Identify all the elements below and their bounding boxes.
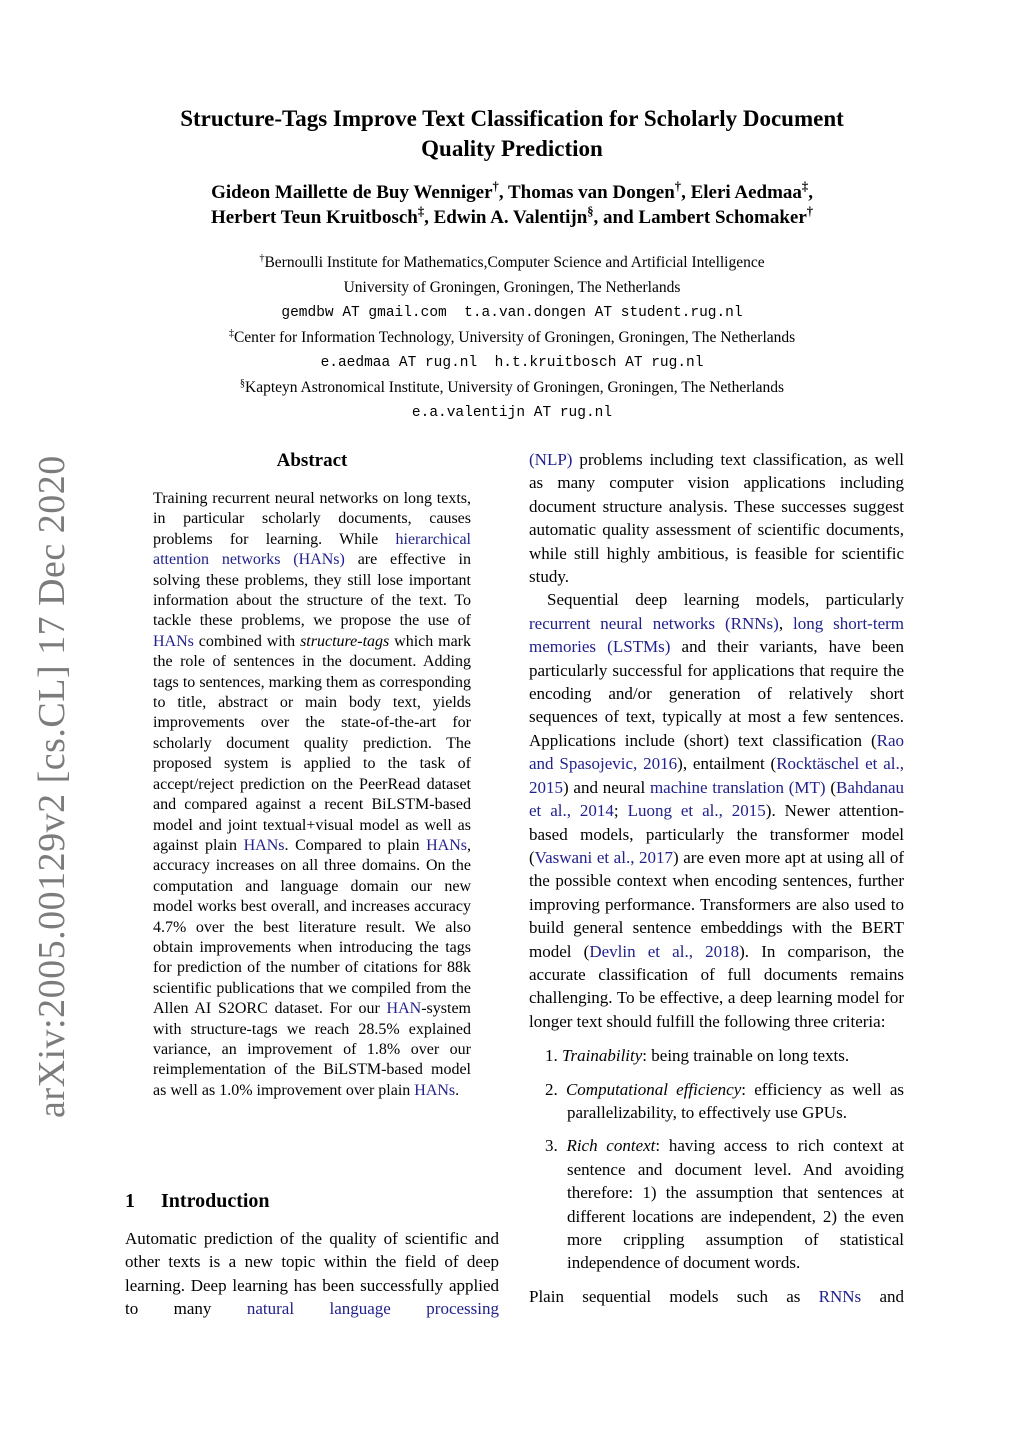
text-segment: : efficiency as well as parallelizability, to effectively use GPUs. <box>567 1079 904 1122</box>
text-segment: e.aedmaa AT rug.nl h.t.kruitbosch AT rug.nl <box>320 355 704 371</box>
text-segment: Training recurrent neural networks on long texts, in particular scholarly documents, causes problems for learning. While <box>153 490 471 548</box>
hyperlink[interactable]: HANs <box>153 632 194 650</box>
hyperlink[interactable]: hierarchical attention networks (HANs) <box>153 530 471 569</box>
hyperlink[interactable]: RNNs <box>818 1286 862 1306</box>
hyperlink[interactable]: HAN <box>386 1000 422 1018</box>
text-segment: Rich context <box>566 1136 656 1156</box>
authors-line-1 <box>60 180 964 205</box>
abstract-heading: Abstract <box>276 450 348 471</box>
footnote-marker: † <box>806 204 814 219</box>
text-segment: are effective in solving these problems, they still lose important information about the structure of the text. To tackle these problems, we propose the use of <box>153 551 472 630</box>
hyperlink[interactable]: Vaswani et al., 2017 <box>534 847 674 867</box>
text-segment: Bernoulli Institute for Mathematics,Computer Science and Artificial Intelligence <box>264 254 765 271</box>
text-segment: 2. <box>545 1079 566 1099</box>
text-segment: combined with <box>193 632 301 650</box>
text-segment: and their variants, have been particularly successful for applications that require the encoding and/or generation of relatively short sequences of text, typically at most a few sentences. Applications include (short) text classification ( <box>529 637 904 750</box>
hyperlink[interactable]: HANs <box>426 836 468 854</box>
hyperlink[interactable]: Rocktäschel et al., 2015 <box>529 754 905 797</box>
intro-paragraph-right <box>529 448 904 588</box>
footnote-marker: † <box>674 179 682 194</box>
text-segment: ). In comparison, the accurate classification of full documents remains challenging. To be effective, a deep learning model for longer text should fulfill the following three criteria: <box>529 941 905 1031</box>
text-segment: problems including text classification, as well as many computer vision applications including document structure analysis. These successes suggest automatic quality assessment of scientific documents, while still highly ambitious, is feasible for scientific study. <box>529 450 904 587</box>
intro-paragraph-2 <box>529 588 904 1033</box>
hyperlink[interactable]: HANs <box>243 836 285 854</box>
list-item-rich-context <box>529 1134 904 1274</box>
text-segment: 3. <box>545 1136 567 1156</box>
section-title: Introduction <box>161 1190 270 1212</box>
text-segment: structure-tags <box>300 632 390 650</box>
hyperlink[interactable]: long short-term memories (LSTMs) <box>529 613 904 657</box>
hyperlink[interactable]: Luong et al., 2015 <box>627 801 766 821</box>
text-segment: -system with structure-tags we reach 28.5% explained variance, an improvement of 1.8% over our reimplementation of the BiLSTM-based model as well as 1.0% improvement over plain <box>153 1000 471 1099</box>
affiliation-line-3 <box>60 326 964 351</box>
hyperlink[interactable]: HANs <box>414 1081 456 1099</box>
text-segment: e.a.valentijn AT rug.nl <box>411 405 613 421</box>
text-segment: Automatic prediction of the quality of scientific and other texts is a new topic within the field of deep learning. Deep learning has been successfully applied to many <box>125 1229 499 1319</box>
hyperlink[interactable]: recurrent neural networks (RNNs) <box>529 613 779 633</box>
text-segment: , <box>808 182 813 203</box>
section-number: 1 <box>125 1190 135 1212</box>
text-segment: : having access to rich context at sentence and document level. And avoiding therefore: 1) the assumption that sentences at different locations are independent, 2) the even more crippling assumption of statistical independence of document words. <box>567 1136 904 1273</box>
text-segment: Gideon Maillette de Buy Wenniger <box>211 182 493 203</box>
text-segment: Plain sequential models such as <box>529 1286 819 1306</box>
authors-line-2 <box>60 205 964 230</box>
text-segment: University of Groningen, Groningen, The Netherlands <box>343 278 681 296</box>
text-segment: Center for Information Technology, University of Groningen, Groningen, The Netherlands <box>233 328 796 346</box>
footnote-marker: § <box>587 204 594 219</box>
text-segment: , and Lambert Schomaker <box>593 207 807 228</box>
text-segment: ( <box>825 777 837 797</box>
footnote-marker: ‡ <box>801 179 809 194</box>
affiliation-line-2 <box>60 276 964 301</box>
criteria-list <box>529 1044 904 1275</box>
hyperlink[interactable]: Devlin et al., 2018 <box>589 941 740 961</box>
hyperlink[interactable]: Rao and Spasojevic, 2016 <box>529 730 904 774</box>
right-column <box>529 448 904 1328</box>
email-line-1 <box>60 300 964 326</box>
text-segment: Trainability <box>562 1046 643 1066</box>
text-segment: , <box>778 613 794 633</box>
section-heading-introduction <box>125 1190 270 1213</box>
text-segment: 1. <box>545 1046 562 1066</box>
text-segment: . <box>455 1081 460 1099</box>
abstract-text <box>125 489 499 1101</box>
left-column <box>125 450 499 1330</box>
paper-title-line1: Structure-Tags Improve Text Classification for Scholarly Document <box>180 106 844 131</box>
text-segment: , Thomas van Dongen <box>498 182 675 203</box>
text-segment: which mark the role of sentences in the document. Adding tags to sentences, marking them as corresponding to title, abstract or main body text, yields improvements over the state-of-the-art for scholarly document quality prediction. The proposed system is applied to the task of accept/reject prediction on the PeerRead dataset and compared against a recent BiLSTM-based model and joint textual+visual model as well as against plain <box>153 632 471 854</box>
text-segment: gemdbw AT gmail.com t.a.van.dongen AT student.rug.nl <box>281 305 743 321</box>
footnote-marker: § <box>239 377 245 389</box>
arxiv-watermark: arXiv:2005.00129v2 [cs.CL] 17 Dec 2020 <box>31 455 73 1118</box>
intro-paragraph-left <box>125 1227 499 1321</box>
text-segment: Kapteyn Astronomical Institute, University of Groningen, Groningen, The Netherlands <box>245 378 785 396</box>
text-segment: , Edwin A. Valentijn <box>424 207 588 228</box>
text-segment: : being trainable on long texts. <box>642 1046 850 1066</box>
text-segment: ). Newer attention-based models, particularly the transformer model ( <box>529 801 904 867</box>
email-line-3 <box>60 400 964 426</box>
hyperlink[interactable]: Bahdanau et al., 2014 <box>529 777 905 821</box>
closing-paragraph <box>529 1285 904 1308</box>
text-segment: ) are even more apt at using all of the possible context when encoding sentences, further improving performance. Transformers are also used to build general sentence embeddings with the BERT model ( <box>529 847 905 961</box>
footnote-marker: † <box>492 179 499 194</box>
paper-title-line2: Quality Prediction <box>421 136 603 161</box>
text-segment: Computational efficiency <box>565 1079 742 1099</box>
text-segment: . Compared to plain <box>284 836 427 854</box>
list-item-computational-efficiency <box>529 1078 904 1125</box>
text-segment: and <box>861 1286 904 1306</box>
footnote-marker: ‡ <box>417 204 425 219</box>
text-segment: Herbert Teun Kruitbosch <box>210 207 418 228</box>
text-segment: Sequential deep learning models, particularly <box>547 590 904 610</box>
hyperlink[interactable]: machine translation (MT) <box>649 777 826 797</box>
paper-title <box>60 104 964 164</box>
list-item-trainability <box>529 1044 904 1067</box>
affiliation-line-1 <box>60 251 964 276</box>
text-segment: ) and neural <box>563 777 650 797</box>
hyperlink[interactable]: (NLP) <box>529 450 573 469</box>
authors <box>60 180 964 230</box>
text-segment: , accuracy increases on all three domains. On the computation and language domain our new model works best overall, and increases accuracy 4.7% over the best literature result. We also obtain improvements when introducing the tags for prediction of the number of citations for 88k scientific publications that we compiled from the Allen AI S2ORC dataset. For our <box>153 836 472 1018</box>
text-segment: ; <box>613 801 628 821</box>
footnote-marker: ‡ <box>228 327 234 339</box>
affiliations <box>60 251 964 426</box>
email-line-2 <box>60 350 964 376</box>
text-segment: , Eleri Aedmaa <box>681 182 802 203</box>
text-segment: ), entailment ( <box>677 754 777 774</box>
hyperlink[interactable]: natural language processing <box>246 1299 499 1319</box>
affiliation-line-4 <box>60 376 964 401</box>
footnote-marker: † <box>259 252 265 264</box>
